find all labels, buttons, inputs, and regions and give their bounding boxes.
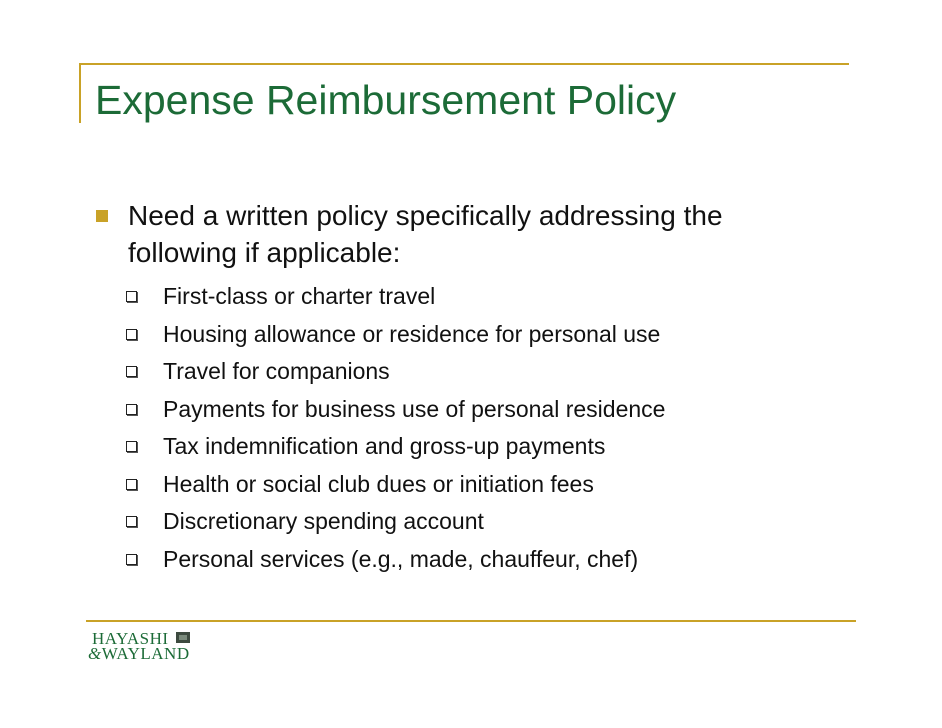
- sub-bullet-text: Payments for business use of personal residence: [163, 395, 666, 422]
- title-rule-left: [79, 63, 81, 123]
- logo-line-2: [88, 645, 190, 662]
- sub-bullet-item: [122, 466, 665, 504]
- sub-bullet-item: [122, 503, 665, 541]
- hollow-square-bullet-icon: [126, 516, 137, 527]
- title-rule-top: [79, 63, 849, 65]
- sub-bullet-item: [122, 353, 665, 391]
- logo-mark-icon: [176, 632, 190, 643]
- logo-ampersand: &: [88, 644, 102, 663]
- sub-bullet-item: [122, 541, 665, 579]
- logo-line-2-text: WAYLAND: [101, 644, 190, 663]
- sub-bullet-item: [122, 278, 665, 316]
- sub-bullet-text: Health or social club dues or initiation fees: [163, 470, 594, 497]
- sub-bullet-text: Personal services (e.g., made, chauffeur, chef): [163, 545, 639, 572]
- sub-bullet-text: Housing allowance or residence for personal use: [163, 320, 661, 347]
- sub-bullet-item: [122, 428, 665, 466]
- hollow-square-bullet-icon: [126, 291, 137, 302]
- sub-bullet-text: Tax indemnification and gross-up payments: [163, 433, 606, 460]
- company-logo: [88, 630, 198, 664]
- sub-bullet-text: Travel for companions: [163, 358, 390, 385]
- hollow-square-bullet-icon: [126, 329, 137, 340]
- hollow-square-bullet-icon: [126, 366, 137, 377]
- sub-bullet-text: First-class or charter travel: [163, 283, 436, 310]
- footer-rule: [86, 620, 856, 622]
- slide-title: Expense Reimbursement Policy: [95, 77, 677, 123]
- logo-line-1: HAYASHI: [92, 629, 169, 648]
- square-bullet-icon: [96, 210, 108, 222]
- sub-bullet-text: Discretionary spending account: [163, 508, 484, 535]
- logo-mark-inner: [179, 635, 187, 640]
- hollow-square-bullet-icon: [126, 404, 137, 415]
- hollow-square-bullet-icon: [126, 479, 137, 490]
- sub-bullet-list: [122, 278, 665, 578]
- hollow-square-bullet-icon: [126, 554, 137, 565]
- main-bullet-text: Need a written policy specifically addressing the following if applicable:: [128, 200, 723, 268]
- hollow-square-bullet-icon: [126, 441, 137, 452]
- sub-bullet-item: [122, 316, 665, 354]
- sub-bullet-item: [122, 391, 665, 429]
